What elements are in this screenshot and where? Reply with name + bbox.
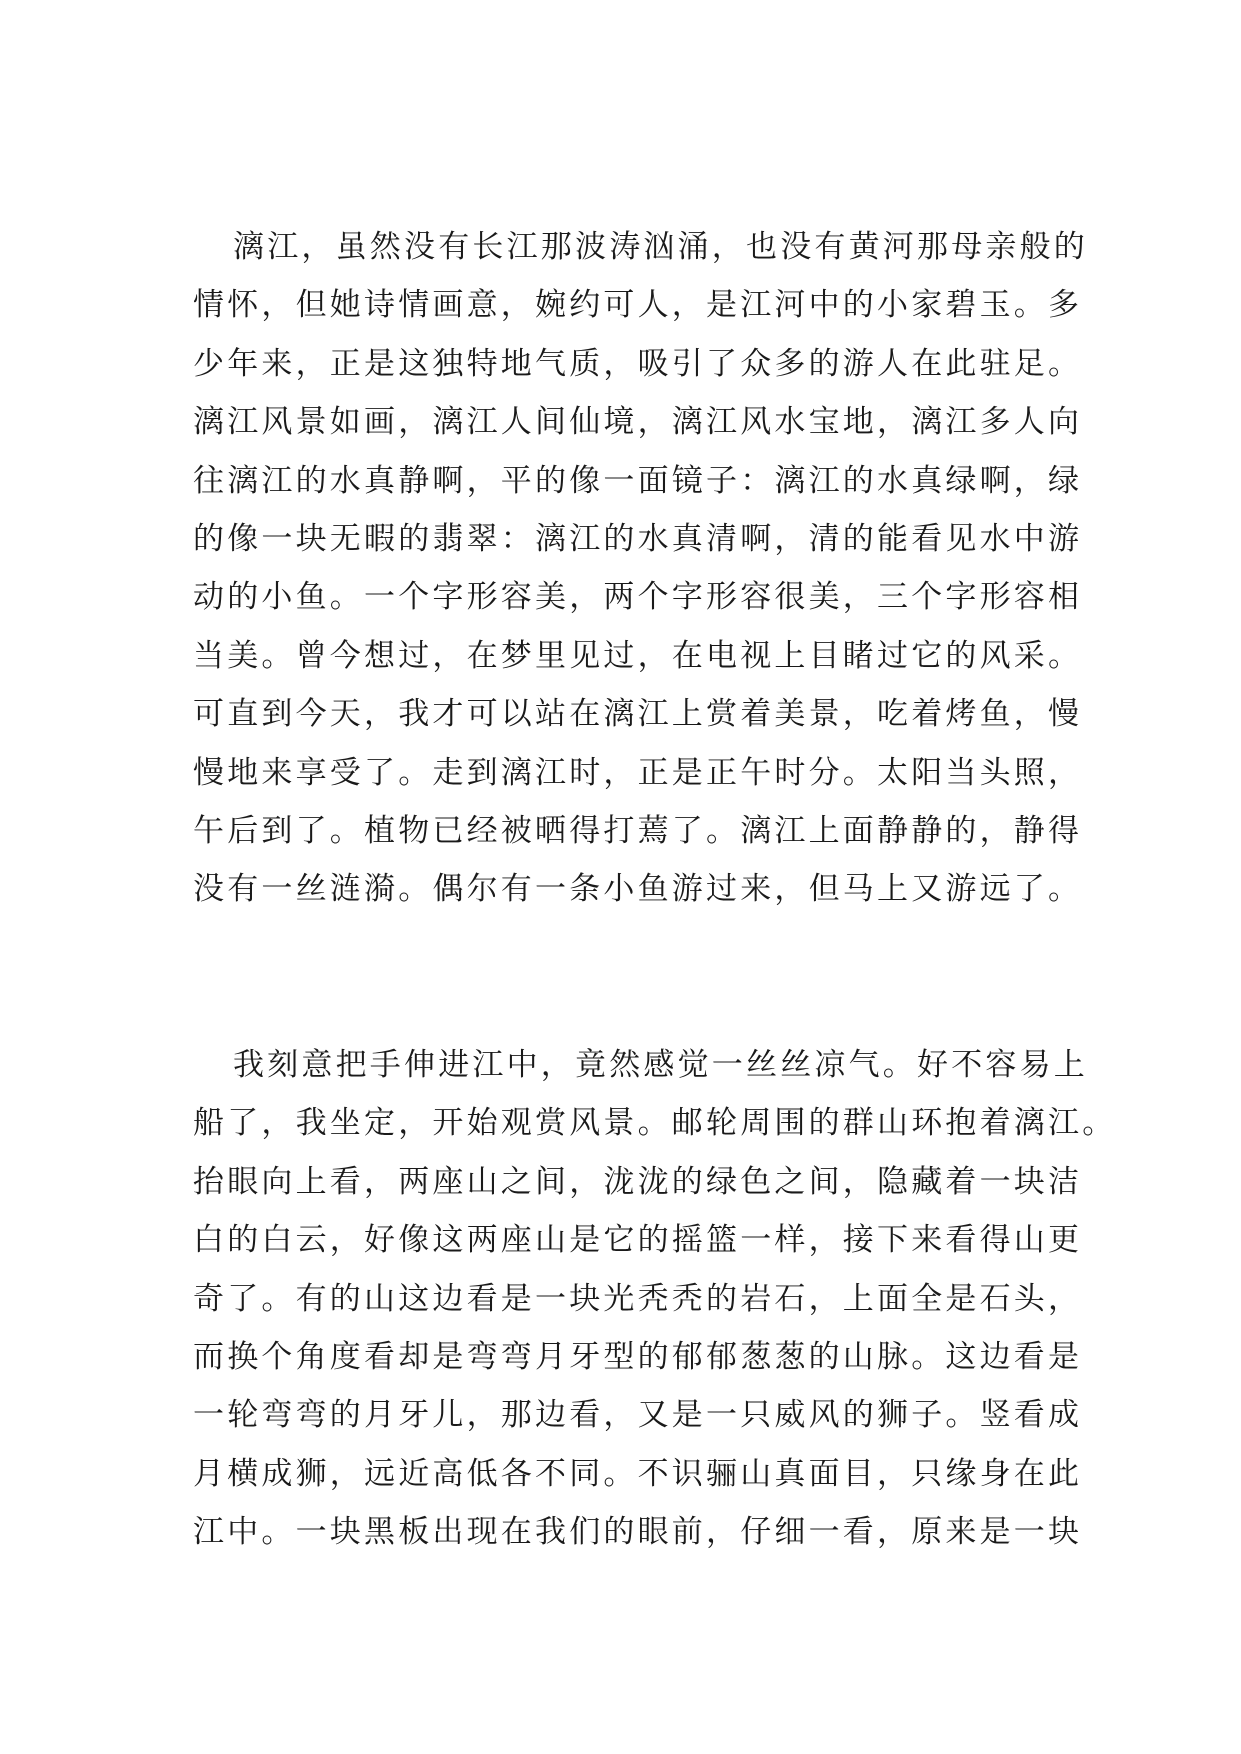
paragraph-line: 白的白云，好像这两座山是它的摇篮一样，接下来看得山更 [193,1222,1083,1259]
paragraph-line: 的像一块无暇的翡翠：漓江的水真清啊，清的能看见水中游 [193,520,1083,557]
paragraph-2 [193,1036,1117,1562]
paragraph-line: 当美。曾今想过，在梦里见过，在电视上目睹过它的风采。 [193,637,1083,674]
paragraph-line: 少年来，正是这独特地气质，吸引了众多的游人在此驻足。 [193,345,1083,382]
paragraph-line: 船了，我坐定，开始观赏风景。邮轮周围的群山环抱着漓江。 [193,1105,1117,1142]
paragraph-1 [193,218,1088,919]
paragraph-line: 我刻意把手伸进江中，竟然感觉一丝丝凉气。好不容易上 [233,1047,1088,1083]
paragraph-line: 可直到今天，我才可以站在漓江上赏着美景，吃着烤鱼，慢 [193,696,1083,733]
paragraph-line: 往漓江的水真静啊，平的像一面镜子：漓江的水真绿啊，绿 [193,462,1083,499]
paragraph-line: 漓江，虽然没有长江那波涛汹涌，也没有黄河那母亲般的 [233,229,1088,265]
paragraph-line: 一轮弯弯的月牙儿，那边看，又是一只威风的狮子。竖看成 [193,1397,1083,1434]
paragraph-line: 月横成狮，远近高低各不同。不识骊山真面目，只缘身在此 [193,1455,1083,1492]
paragraph-line: 情怀，但她诗情画意，婉约可人，是江河中的小家碧玉。多 [193,287,1083,324]
paragraph-line: 抬眼向上看，两座山之间，泷泷的绿色之间，隐藏着一块洁 [193,1163,1083,1200]
paragraph-line: 慢地来享受了。走到漓江时，正是正午时分。太阳当头照， [193,754,1083,791]
paragraph-line: 午后到了。植物已经被晒得打蔫了。漓江上面静静的，静得 [193,812,1083,849]
paragraph-line: 而换个角度看却是弯弯月牙型的郁郁葱葱的山脉。这边看是 [193,1338,1083,1375]
paragraph-line: 动的小鱼。一个字形容美，两个字形容很美，三个字形容相 [193,579,1083,616]
paragraph-line: 奇了。有的山这边看是一块光秃秃的岩石，上面全是石头， [193,1280,1083,1317]
paragraph-line: 漓江风景如画，漓江人间仙境，漓江风水宝地，漓江多人向 [193,404,1083,441]
paragraph-line: 没有一丝涟漪。偶尔有一条小鱼游过来，但马上又游远了。 [193,871,1083,908]
paragraph-line: 江中。一块黑板出现在我们的眼前，仔细一看，原来是一块 [193,1514,1083,1551]
